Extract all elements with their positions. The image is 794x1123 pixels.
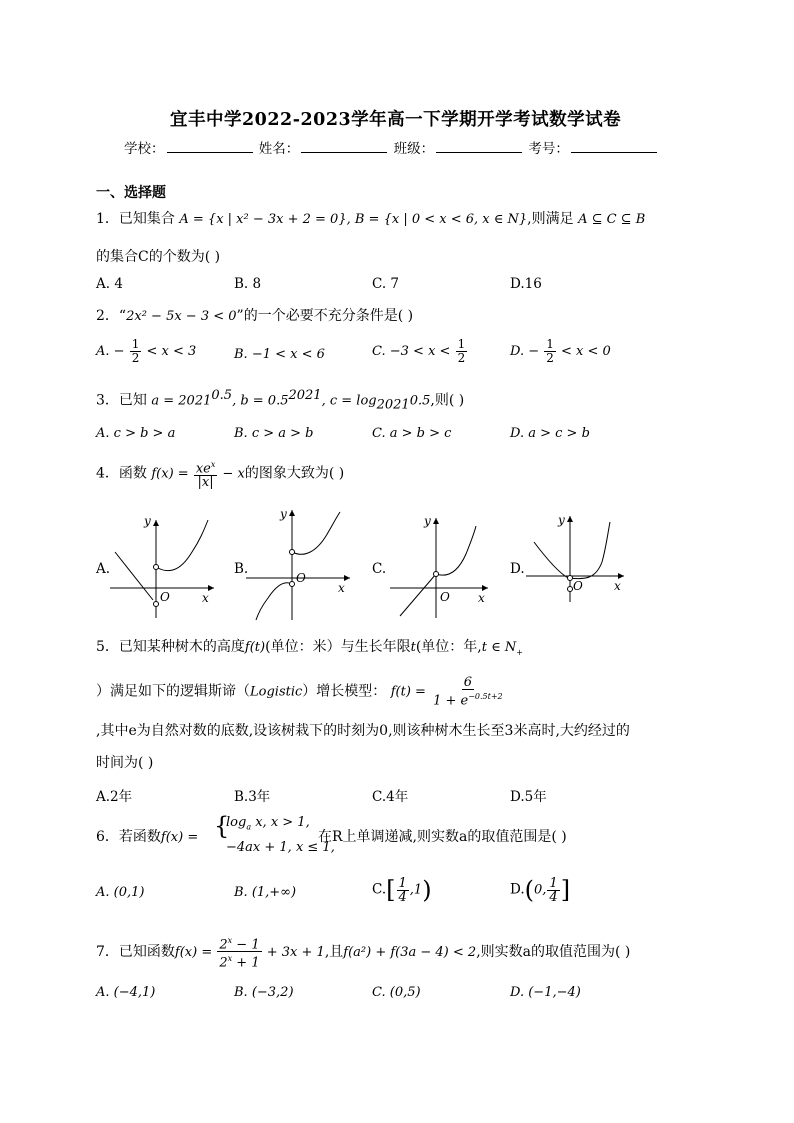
q5-option-c[interactable]: C.4年 xyxy=(372,789,409,805)
option-text: D. xyxy=(510,881,525,898)
curve-left xyxy=(534,542,568,578)
q7-option-a[interactable] xyxy=(96,984,155,1000)
x-axis-arrow xyxy=(344,575,350,581)
y-axis-arrow xyxy=(153,520,159,526)
question-stem: 函数 xyxy=(118,465,147,482)
fraction: $\frac{1}{2}$ xyxy=(131,337,140,365)
curve-left xyxy=(115,552,153,600)
q5-option-b[interactable]: B.3年 xyxy=(234,789,271,805)
subscript: 2021 xyxy=(376,397,410,413)
option-text: D. a > c > b xyxy=(510,426,590,441)
option-text: C. (0,5) xyxy=(372,985,421,1000)
question-7 xyxy=(96,934,630,970)
q2-option-b[interactable] xyxy=(234,346,325,362)
brace-icon: { xyxy=(214,812,230,840)
curve-right xyxy=(436,526,476,575)
question-1-line2: 的集合C的个数为( ) xyxy=(96,249,221,265)
question-number: 1． xyxy=(96,211,119,227)
q7-option-c[interactable] xyxy=(372,984,421,1000)
name-blank[interactable] xyxy=(301,140,387,153)
question-5-line2 xyxy=(96,676,506,707)
option-text: 0, xyxy=(534,882,547,898)
origin-label: O xyxy=(440,590,450,604)
option-text: D. − xyxy=(510,344,544,359)
question-number: 7． xyxy=(96,943,119,960)
expr: + 3x + 1 xyxy=(262,944,325,960)
q1-option-b[interactable]: B. 8 xyxy=(234,276,262,292)
curve-right xyxy=(292,512,340,554)
q2-option-c[interactable] xyxy=(372,338,468,365)
piecewise-line1: $\log_a x$, x > 1, xyxy=(226,815,310,832)
option-text: B. −1 < x < 6 xyxy=(234,347,325,362)
option-text: B. c > a > b xyxy=(234,426,314,441)
class-blank[interactable] xyxy=(436,140,522,153)
question-number: 3． xyxy=(96,392,119,409)
q5-option-d[interactable]: D.5年 xyxy=(510,789,547,805)
option-text: C. xyxy=(372,881,387,898)
question-stem: 的图象大致为( ) xyxy=(244,465,345,482)
option-text: A. (0,1) xyxy=(96,885,145,900)
question-number: 4． xyxy=(96,465,119,482)
open-point xyxy=(568,576,573,581)
exponent: 2021 xyxy=(288,388,322,403)
open-point xyxy=(154,565,159,570)
q4-option-d-label[interactable]: D. xyxy=(510,561,525,577)
y-label: y xyxy=(424,514,431,528)
question-stem: ,则满足 xyxy=(527,211,574,227)
q3-option-c[interactable] xyxy=(372,425,451,441)
q1-option-d[interactable]: D.16 xyxy=(510,276,542,292)
expr: a = 2021 xyxy=(151,393,212,409)
option-text: < x < 3 xyxy=(142,344,197,359)
expr: f(x) = xyxy=(174,944,217,960)
number-blank[interactable] xyxy=(571,140,657,153)
y-label: y xyxy=(558,513,565,527)
option-text: A. c > b > a xyxy=(96,426,176,441)
q3-option-b[interactable] xyxy=(234,425,314,441)
bracket-icon: [ xyxy=(386,876,396,904)
option-text: C. a > b > c xyxy=(372,426,452,441)
q4-option-a-label[interactable]: A. xyxy=(96,561,111,577)
q1-option-a[interactable]: A. 4 xyxy=(96,276,123,292)
q4-graph-d[interactable] xyxy=(526,512,630,604)
paren-icon: ) xyxy=(422,876,432,904)
question-stem: ,则实数a的取值范围为( ) xyxy=(476,943,631,960)
q1-option-c[interactable]: C. 7 xyxy=(372,276,400,292)
question-stem: 若函数 xyxy=(118,829,161,845)
q6-option-d[interactable] xyxy=(510,876,570,904)
y-label: y xyxy=(280,507,287,521)
question-2 xyxy=(96,305,413,325)
x-label: x xyxy=(338,581,345,595)
fraction: $\frac{6}{1 + e^{-0.5t+2}}$ xyxy=(433,675,503,709)
x-label: x xyxy=(202,591,209,605)
question-stem: ,且 xyxy=(324,943,344,960)
question-5-line1 xyxy=(96,636,523,657)
piecewise-line2: −4ax + 1, x ≤ 1, xyxy=(226,840,335,855)
fraction: $\frac{xe^x}{|x|}$ xyxy=(195,460,216,491)
option-text: C. −3 < x < xyxy=(372,344,455,359)
question-stem: ）满足如下的逻辑斯谛（ xyxy=(96,683,250,700)
question-number: 2． xyxy=(96,308,119,324)
name-label: 姓名： xyxy=(258,141,300,157)
subscript: + xyxy=(516,647,523,657)
open-point xyxy=(434,572,439,577)
open-point xyxy=(154,602,159,607)
open-point xyxy=(568,587,573,592)
fraction: $\frac{2^x - 1}{2^x + 1}$ xyxy=(219,936,260,971)
fraction: $\frac{1}{4}$ xyxy=(549,875,558,905)
y-axis-arrow xyxy=(567,516,573,522)
question-stem: (单位：年, xyxy=(415,639,482,655)
origin-label: O xyxy=(573,579,583,593)
option-text: D. (−1,−4) xyxy=(510,985,581,1000)
curve-right xyxy=(570,522,610,579)
subset-relation: A ⊆ C ⊆ B xyxy=(578,212,646,227)
x-axis-arrow xyxy=(208,585,214,591)
y-axis-arrow xyxy=(289,510,295,516)
y-axis-arrow xyxy=(433,518,439,524)
curve-left xyxy=(400,574,436,616)
q4-option-c-label[interactable]: C. xyxy=(372,561,387,577)
q5-option-a[interactable]: A.2年 xyxy=(96,789,133,805)
question-3 xyxy=(96,388,464,412)
inequality: 2x² − 5x − 3 < 0 xyxy=(126,309,237,324)
expr: t ∈ N xyxy=(481,640,517,655)
expr: 0.5 xyxy=(409,393,431,409)
x-label: x xyxy=(614,579,621,593)
origin-label: O xyxy=(296,571,306,585)
option-text: B. (1,+∞) xyxy=(234,885,297,900)
school-blank[interactable] xyxy=(167,140,253,153)
expr: f(x) = xyxy=(160,830,199,845)
exam-title: 宜丰中学2022-2023学年高一下学期开学考试数学试卷 xyxy=(170,110,622,130)
q6-option-b[interactable] xyxy=(234,884,296,900)
question-stem: “ xyxy=(118,308,127,324)
question-number: 6． xyxy=(96,829,119,845)
curve-left xyxy=(256,583,292,620)
q4-graph-a[interactable] xyxy=(110,512,222,620)
q2-option-d[interactable] xyxy=(510,338,611,365)
open-point xyxy=(290,550,295,555)
set-b: , B = {x | 0 < x < 6, x ∈ N} xyxy=(346,212,528,227)
school-label: 学校： xyxy=(124,141,165,157)
class-label: 班级： xyxy=(393,141,435,157)
question-4 xyxy=(96,458,344,489)
expr: , c = log xyxy=(321,393,377,409)
section-heading: 一、选择题 xyxy=(96,185,166,201)
q6-option-c[interactable] xyxy=(372,876,432,904)
q4-graph-b[interactable] xyxy=(246,506,358,622)
q7-option-d[interactable] xyxy=(510,984,581,1000)
q3-option-a[interactable] xyxy=(96,425,175,441)
question-1-line1 xyxy=(96,208,645,228)
expr: f(t) = xyxy=(390,684,431,700)
expr: − x xyxy=(218,466,245,482)
question-6-prefix xyxy=(96,826,198,846)
question-stem: (单位：米）与生长年限 xyxy=(265,639,411,655)
option-text: B. (−3,2) xyxy=(234,985,294,1000)
set-a: A = {x | x² − 3x + 2 = 0} xyxy=(179,212,347,227)
q4-graph-c[interactable] xyxy=(390,512,494,620)
q2-option-a[interactable] xyxy=(96,338,196,365)
student-info-row xyxy=(124,137,659,157)
q7-option-b[interactable] xyxy=(234,984,294,1000)
q6-option-a[interactable] xyxy=(96,884,144,900)
bracket-icon: ] xyxy=(560,876,571,904)
q4-option-b-label[interactable]: B. xyxy=(234,561,249,577)
question-number: 5． xyxy=(96,639,119,655)
number-label: 考号： xyxy=(528,141,569,157)
x-label: x xyxy=(478,591,485,605)
question-5-line4: 时间为( ) xyxy=(96,755,154,771)
question-stem: 已知函数 xyxy=(118,943,175,960)
logistic-term: Logistic xyxy=(250,684,303,700)
option-text: A. − xyxy=(96,344,129,359)
paren-icon: ( xyxy=(524,876,535,904)
y-label: y xyxy=(144,514,151,528)
question-stem: ）增长模型： xyxy=(302,683,387,700)
expr: f(t) xyxy=(244,640,266,655)
question-5-line3: ,其中e为自然对数的底数,设该树栽下的时刻为0,则该种树木生长至3米高时,大约经过的 xyxy=(96,723,630,739)
question-stem: 已知某种树木的高度 xyxy=(118,639,245,655)
origin-label: O xyxy=(160,590,170,604)
question-stem: 已知 xyxy=(118,392,147,409)
fraction: $\frac{1}{4}$ xyxy=(398,875,407,905)
expr: t xyxy=(410,640,416,655)
q3-option-d[interactable] xyxy=(510,425,590,441)
question-stem: 已知集合 xyxy=(118,211,175,227)
fraction: $\frac{1}{2}$ xyxy=(546,337,554,365)
question-stem: ,则( ) xyxy=(430,392,465,409)
open-point xyxy=(290,582,295,587)
curve-right xyxy=(156,520,208,571)
option-text: < x < 0 xyxy=(556,344,611,359)
option-text: ,1 xyxy=(409,882,423,898)
option-text: A. (−4,1) xyxy=(96,985,156,1000)
question-stem: ”的一个必要不充分条件是( ) xyxy=(236,308,414,324)
expr: , b = 0.5 xyxy=(232,393,289,409)
fraction: $\frac{1}{2}$ xyxy=(457,337,466,365)
question-6-tail: 在R上单调递减,则实数a的取值范围是( ) xyxy=(318,829,567,845)
exponent: 0.5 xyxy=(211,388,233,403)
expr: f(a²) + f(3a − 4) < 2 xyxy=(343,944,477,960)
expr: f(x) = xyxy=(151,466,193,482)
